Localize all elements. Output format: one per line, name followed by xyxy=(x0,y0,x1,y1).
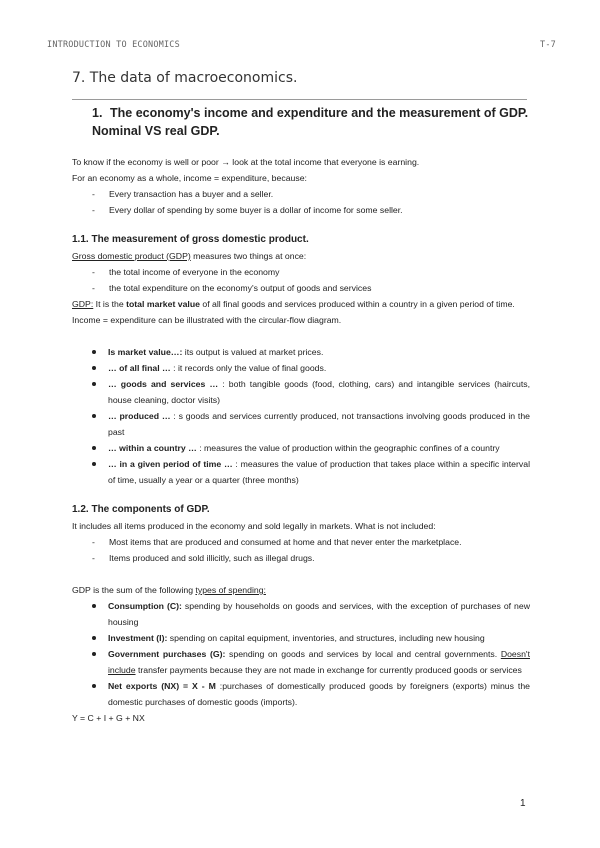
intro-paragraph-2: For an economy as a whole, income = expenditure, because: xyxy=(72,173,307,183)
spending-intro-text: GDP is the sum of the following xyxy=(72,585,196,595)
list-item: - Every dollar of spending by some buyer is a dollar of income for some seller. xyxy=(92,202,530,218)
intro-paragraph-1: To know if the economy is well or poor → look at the total income that everyone is earning. xyxy=(72,157,420,167)
gdp-definition xyxy=(72,296,530,312)
bullet-term: Is market value…: xyxy=(108,347,183,357)
bullet-text: : both tangible goods (food, clothing, cars) and intangible services (haircuts, house cleaning, doctor visits) xyxy=(108,379,530,405)
bullet-term: Government purchases (G): xyxy=(108,649,226,659)
section-1-title xyxy=(92,104,532,140)
bullet-item xyxy=(92,376,530,408)
bullet-text: transfer payments because they are not made in exchange for currently produced goods or services xyxy=(135,665,522,675)
bullet-text: spending on capital equipment, inventories, and structures, including new housing xyxy=(167,633,485,643)
bullet-text: spending on goods and services by local and central governments. xyxy=(225,649,501,659)
bullet-text: : measures the value of production within the geographic confines of a country xyxy=(196,443,500,453)
gdp-components-bullets xyxy=(72,598,530,710)
bullet-term: Net exports (NX) = X - M xyxy=(108,681,216,691)
gdp-term: Gross domestic product (GDP) xyxy=(72,251,191,261)
bullet-term: … produced … xyxy=(108,411,171,421)
list-item: - the total income of everyone in the economy xyxy=(92,264,530,280)
intro-list xyxy=(72,186,530,218)
bullet-text: spending by households on goods and services, with the exception of purchases of new housing xyxy=(108,601,530,627)
bullet-item xyxy=(92,630,530,646)
chapter-title: 7. The data of macroeconomics. xyxy=(72,70,298,86)
gdp-intro-rest: measures two things at once: xyxy=(190,251,307,261)
bullet-underlined: Doesn't include xyxy=(108,649,530,675)
gdp-def-text: It is the xyxy=(93,299,127,309)
gdp-definition-bullets xyxy=(72,344,530,488)
gdp-measures-list xyxy=(72,264,530,296)
bullet-text: : it records only the value of final goods. xyxy=(170,363,327,373)
spending-types-intro xyxy=(72,582,530,598)
gdp-def-text: of all final goods and services produced within a country in a given period of time. xyxy=(199,299,515,309)
list-item: - the total expenditure on the economy's output of goods and services xyxy=(92,280,530,296)
bullet-term: … in a given period of time … xyxy=(108,459,233,469)
gdp-def-bold: total market value xyxy=(126,299,200,309)
spending-types-term: types of spending: xyxy=(195,585,266,595)
list-item: - Items produced and sold illicitly, such as illegal drugs. xyxy=(92,550,530,566)
components-intro: It includes all items produced in the economy and sold legally in markets. What is not included: xyxy=(72,521,436,531)
bullet-item xyxy=(92,678,530,710)
section-1-heading: The economy's income and expenditure and the measurement of GDP. Nominal VS real GDP. xyxy=(92,106,529,138)
gdp-definition-intro xyxy=(72,248,530,264)
list-item: - Most items that are produced and consumed at home and that never enter the marketplace. xyxy=(92,534,530,550)
bullet-text: its output is valued at market prices. xyxy=(182,347,324,357)
title-divider xyxy=(72,99,527,100)
bullet-item xyxy=(92,598,530,630)
bullet-term: … within a country … xyxy=(108,443,197,453)
not-included-list xyxy=(72,534,530,566)
gdp-formula: Y = C + I + G + NX xyxy=(72,713,145,723)
subsection-1-2-title: 1.2. The components of GDP. xyxy=(72,504,210,515)
subsection-1-1-title: 1.1. The measurement of gross domestic product. xyxy=(72,234,309,245)
circular-flow-note: Income = expenditure can be illustrated with the circular-flow diagram. xyxy=(72,315,342,325)
page-number: 1 xyxy=(520,798,526,809)
bullet-term: … goods and services … xyxy=(108,379,219,389)
header-page-code: T-7 xyxy=(540,40,556,50)
section-1-number: 1. xyxy=(92,106,103,120)
bullet-item xyxy=(92,456,530,488)
page-body xyxy=(72,154,530,726)
bullet-item xyxy=(92,646,530,678)
bullet-text: :purchases of domestically produced goods by foreigners (exports) minus the domestic purchases of domestic goods (imports). xyxy=(108,681,530,707)
gdp-label: GDP: xyxy=(72,299,94,309)
bullet-item xyxy=(92,360,530,376)
bullet-text: : measures the value of production that takes place within a specific interval of time, usually a year or a quarter (three months) xyxy=(108,459,530,485)
bullet-item xyxy=(92,408,530,440)
header-course: INTRODUCTION TO ECONOMICS xyxy=(47,40,180,50)
list-item: - Every transaction has a buyer and a seller. xyxy=(92,186,530,202)
bullet-text: : s goods and services currently produced, not transactions involving goods produced in the past xyxy=(108,411,530,437)
bullet-term: … of all final … xyxy=(108,363,171,373)
bullet-item xyxy=(92,440,530,456)
bullet-term: Investment (I): xyxy=(108,633,168,643)
bullet-item xyxy=(92,344,530,360)
bullet-term: Consumption (C): xyxy=(108,601,182,611)
